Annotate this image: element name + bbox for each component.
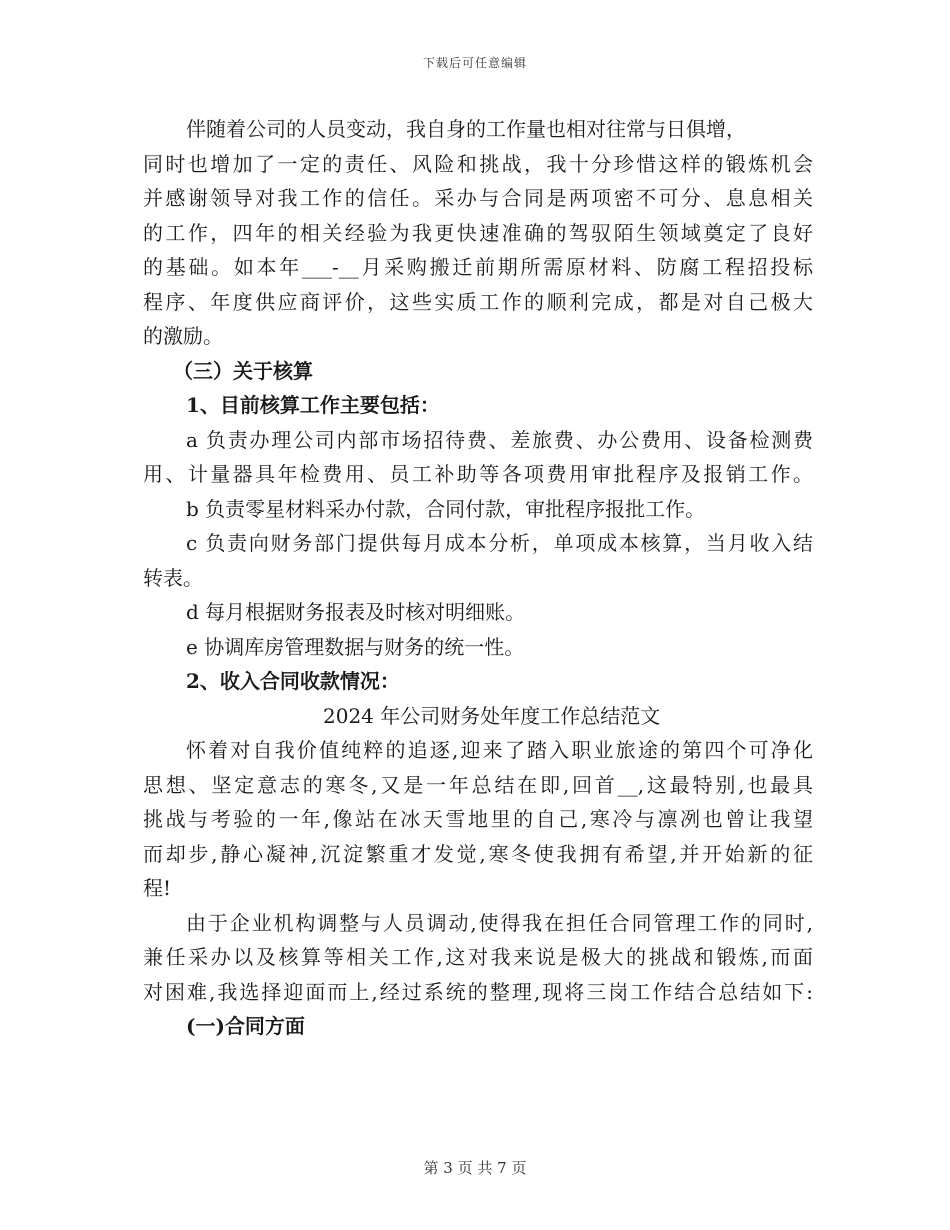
paragraph-line: 程序、年度供应商评价，这些实质工作的顺利完成，都是对自己极大 bbox=[143, 289, 813, 314]
paragraph-line: 的激励。 bbox=[143, 324, 223, 348]
paragraph-line: 的基础。如本年___-__月采购搬迁前期所需原材料、防腐工程招投标 bbox=[143, 255, 813, 279]
paragraph-line: 而却步,静心凝神,沉淀繁重才发觉,寒冬使我拥有希望,并开始新的征 bbox=[143, 841, 813, 866]
list-item-line: c 负责向财务部门提供每月成本分析，单项成本核算，当月收入结 bbox=[186, 531, 813, 555]
paragraph-line: 并感谢领导对我工作的信任。采办与合同是两项密不可分、息息相关 bbox=[143, 186, 813, 210]
paragraph-line: 程! bbox=[143, 876, 172, 900]
paragraph-line: 兼任采办以及核算等相关工作,这对我来说是极大的挑战和锻炼,而面 bbox=[143, 945, 813, 969]
paragraph-line: 的工作，四年的相关经验为我更快速准确的驾驭陌生领域奠定了良好 bbox=[143, 220, 813, 245]
list-item-line: e 协调库房管理数据与财务的统一性。 bbox=[186, 634, 525, 659]
section-heading: （三）关于核算 bbox=[173, 358, 313, 383]
page-footer: 第 3 页 共 7 页 bbox=[423, 1159, 527, 1177]
list-item-line: a 负责办理公司内部市场招待费、差旅费、办公费用、设备检测费 bbox=[186, 427, 813, 452]
list-item-line: 转表。 bbox=[143, 565, 203, 590]
document-title: 2024 年公司财务处年度工作总结范文 bbox=[323, 703, 661, 728]
subsection-heading: 1、目前核算工作主要包括： bbox=[186, 393, 440, 417]
section-heading: (一)合同方面 bbox=[186, 1014, 305, 1038]
paragraph-line: 同时也增加了一定的责任、风险和挑战，我十分珍惜这样的锻炼机会 bbox=[143, 151, 813, 176]
paragraph-line: 由于企业机构调整与人员调动,使得我在担任合同管理工作的同时, bbox=[186, 910, 813, 935]
paragraph-line: 思想、坚定意志的寒冬,又是一年总结在即,回首__,这最特别,也最具 bbox=[143, 772, 813, 797]
paragraph-line: 怀着对自我价值纯粹的追逐,迎来了踏入职业旅途的第四个可净化 bbox=[186, 738, 813, 762]
document-body bbox=[143, 112, 813, 1044]
paragraph-line: 挑战与考验的一年,像站在冰天雪地里的自己,寒冷与凛冽也曾让我望 bbox=[143, 807, 813, 831]
list-item-line: 用、计量器具年检费用、员工补助等各项费用审批程序及报销工作。 bbox=[143, 462, 813, 486]
subsection-heading: 2、收入合同收款情况： bbox=[186, 669, 400, 693]
paragraph-line: 对困难,我选择迎面而上,经过系统的整理,现将三岗工作结合总结如下: bbox=[143, 979, 813, 1004]
list-item-line: d 每月根据财务报表及时核对明细账。 bbox=[186, 600, 526, 624]
list-item-line: b 负责零星材料采办付款，合同付款，审批程序报批工作。 bbox=[186, 496, 706, 521]
page-header: 下载后可任意编辑 bbox=[422, 56, 527, 70]
paragraph-line: 伴随着公司的人员变动，我自身的工作量也相对往常与日俱增， bbox=[186, 117, 746, 141]
